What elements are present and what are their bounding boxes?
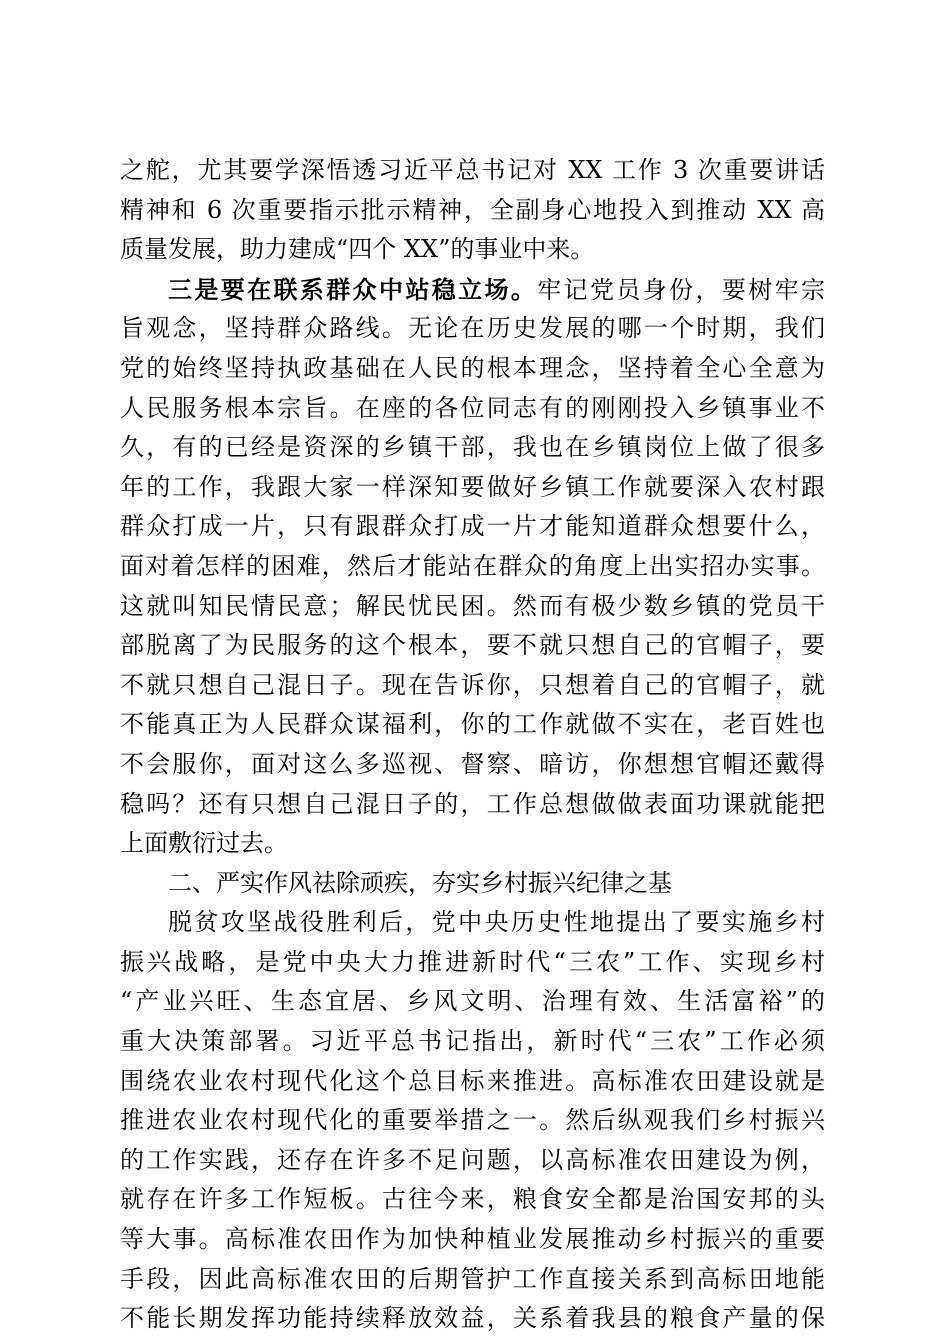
text-line: 上面敷衍过去。 [120, 829, 288, 858]
text-line: 稳吗？还有只想自己混日子的，工作总想做做表面功课就能把 [120, 789, 825, 818]
text-line: 的工作实践，还存在许多不足问题，以高标准农田建设为例， [120, 1145, 825, 1174]
paragraph-3 [120, 903, 825, 1339]
text-line: 不就只想自己混日子。现在告诉你，只想着自己的官帽子，就 [120, 670, 825, 699]
section-heading: 二、严实作风祛除顽疾，夯实乡村振兴纪律之基 [168, 868, 672, 897]
text-line: 精神和 6 次重要指示批示精神，全副身心地投入到推动 XX 高 [120, 195, 825, 224]
text-line: 群众打成一片，只有跟群众打成一片才能知道群众想要什么， [120, 512, 825, 541]
text-line: 质量发展，助力建成“四个 XX”的事业中来。 [120, 235, 595, 264]
text-line: 之舵，尤其要学深悟透习近平总书记对 XX 工作 3 次重要讲话 [120, 156, 825, 184]
text-line: 党的始终坚持执政基础在人民的根本理念，坚持着全心全意为 [120, 353, 825, 382]
text-line: 就存在许多工作短板。古往今来，粮食安全都是治国安邦的头 [120, 1185, 825, 1214]
text-line: 人民服务根本宗旨。在座的各位同志有的刚刚投入乡镇事业不 [120, 393, 825, 422]
text-line: 久，有的已经是资深的乡镇干部，我也在乡镇岗位上做了很多 [120, 433, 825, 462]
text-line: “产业兴旺、生态宜居、乡风文明、治理有效、生活富裕”的 [120, 987, 825, 1016]
text-line: 旨观念，坚持群众路线。无论在历史发展的哪一个时期，我们 [120, 314, 825, 343]
paragraph-1 [120, 151, 825, 270]
text-line: 重大决策部署。习近平总书记指出，新时代“三农”工作必须 [120, 1027, 825, 1056]
paragraph-lead-rest: 牢记党员身份，要树牢宗 [537, 275, 825, 304]
text-line: 振兴战略，是党中央大力推进新时代“三农”工作、实现乡村 [120, 947, 825, 976]
text-line [120, 270, 825, 310]
text-line: 脱贫攻坚战役胜利后，党中央历史性地提出了要实施乡村 [168, 908, 825, 937]
document-body [120, 151, 825, 1339]
text-line: 围绕农业农村现代化这个总目标来推进。高标准农田建设就是 [120, 1066, 825, 1095]
text-line: 不能长期发挥功能持续释放效益，关系着我县的粮食产量的保 [120, 1304, 825, 1333]
text-line: 推进农业农村现代化的重要举措之一。然后纵观我们乡村振兴 [120, 1106, 825, 1135]
text-line: 不会服你，面对这么多巡视、督察、暗访，你想想官帽还戴得 [120, 749, 825, 778]
paragraph-lead-bold: 三是要在联系群众中站稳立场。 [168, 274, 538, 304]
text-line: 手段，因此高标准农田的后期管护工作直接关系到高标田地能 [120, 1264, 825, 1293]
text-line: 部脱离了为民服务的这个根本，要不就只想自己的官帽子，要 [120, 631, 825, 660]
text-line: 年的工作，我跟大家一样深知要做好乡镇工作就要深入农村跟 [120, 472, 825, 501]
text-line: 不能真正为人民群众谋福利，你的工作就做不实在，老百姓也 [120, 710, 825, 739]
text-line: 面对着怎样的困难，然后才能站在群众的角度上出实招办实事。 [120, 551, 825, 580]
paragraph-2 [120, 270, 825, 864]
text-line: 等大事。高标准农田作为加快种植业发展推动乡村振兴的重要 [120, 1225, 825, 1254]
text-line: 这就叫知民情民意；解民忧民困。然而有极少数乡镇的党员干 [120, 591, 825, 620]
